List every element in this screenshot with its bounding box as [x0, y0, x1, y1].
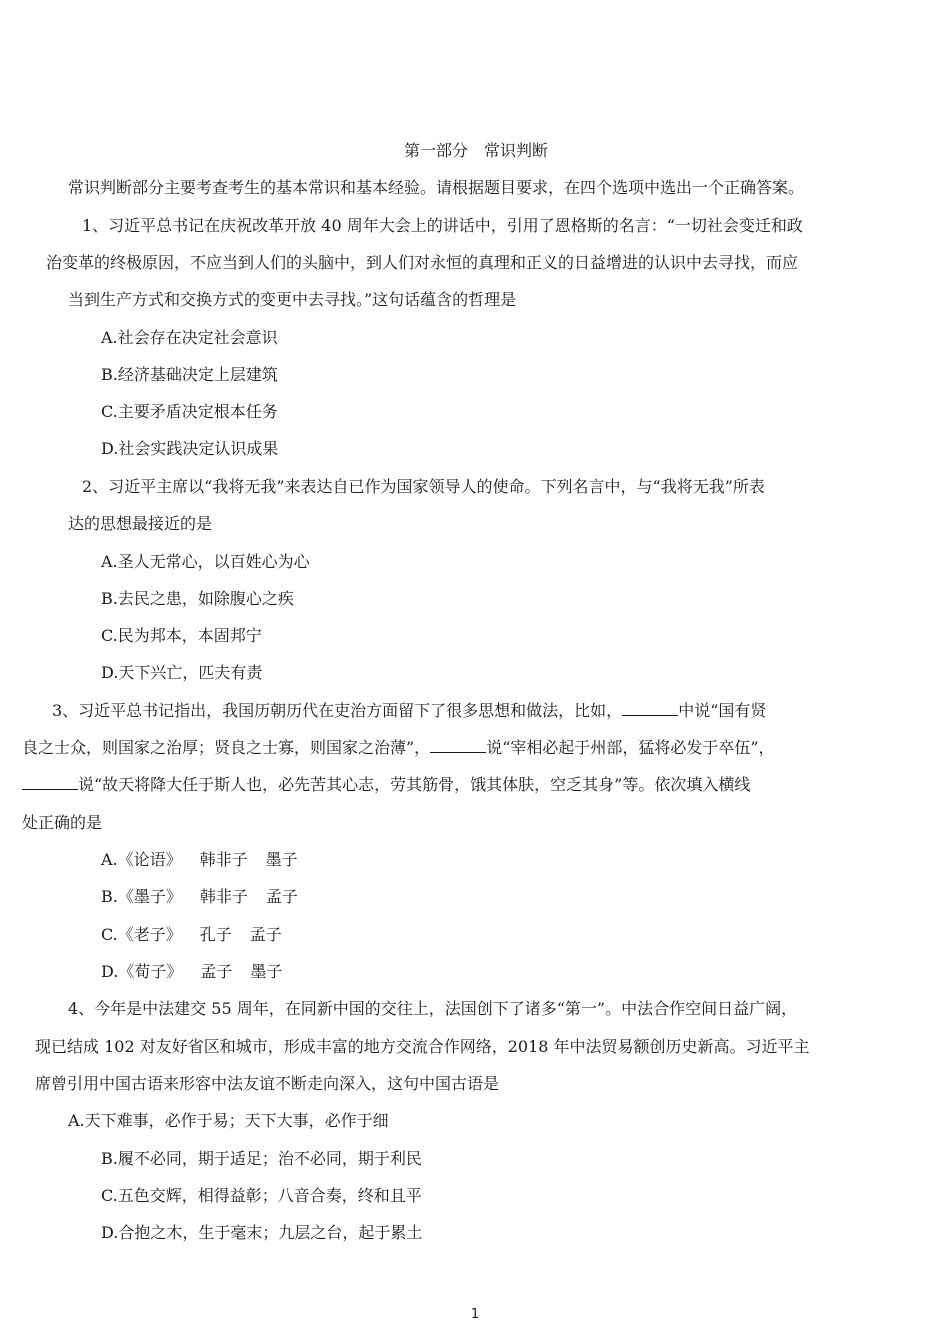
option-label: C.《老子》 — [101, 925, 182, 944]
option-part: 孟子 — [265, 887, 298, 906]
question-1-option-d: D.社会实践决定认识成果 — [101, 439, 279, 458]
question-2-option-d: D.天下兴亡，匹夫有责 — [101, 663, 263, 682]
option-label: A.《论语》 — [101, 850, 182, 869]
question-3-option-a — [101, 849, 298, 871]
option-part: 韩非子 — [199, 887, 248, 906]
question-3-option-c — [101, 924, 282, 946]
question-3-line-2 — [22, 737, 775, 759]
question-3-line-2-text-a: 良之士众，则国家之治厚；贤良之士寡，则国家之治薄”， — [22, 738, 431, 757]
question-4-line-3: 席曾引用中国古语来形容中法友谊不断走向深入，这句中国古语是 — [35, 1074, 500, 1093]
question-3-line-3-text: 说“故天将降大任于斯人也，必先苦其心志，劳其筋骨，饿其体肤，空乏其身”等。依次填入横线 — [78, 775, 751, 794]
option-part: 孔子 — [199, 925, 232, 944]
question-3-option-b — [101, 886, 298, 908]
option-part: 韩非子 — [199, 850, 248, 869]
option-label: D.《荀子》 — [101, 962, 183, 981]
question-2-line-1: 2、习近平主席以“我将无我”来表达自已作为国家领导人的使命。下列名言中，与“我将无我”所表 — [82, 477, 765, 496]
question-1-line-3: 当到生产方式和交换方式的变更中去寻找。”这句话蕴含的哲理是 — [68, 290, 517, 309]
question-4-option-a: A.天下难事，必作于易；天下大事，必作于细 — [68, 1111, 389, 1130]
question-3-line-1-text-a: 3、习近平总书记指出，我国历朝历代在吏治方面留下了很多思想和做法，比如， — [52, 701, 623, 720]
question-2-option-b: B.去民之患，如除腹心之疾 — [101, 589, 294, 608]
question-3-line-4: 处正确的是 — [22, 813, 103, 832]
answer-blank-3[interactable] — [22, 774, 78, 790]
question-2-option-a: A.圣人无常心，以百姓心为心 — [101, 552, 310, 571]
question-3-line-2-text-b: 说“宰相必起于州部，猛将必发于卒伍”， — [486, 738, 775, 757]
option-part: 墨子 — [250, 962, 283, 981]
answer-blank-2[interactable] — [430, 737, 486, 753]
question-1-line-2: 治变革的终极原因，不应当到人们的头脑中，到人们对永恒的真理和正义的日益增进的认识中去寻找，而应 — [46, 253, 799, 272]
question-4-option-b: B.履不必同，期于适足；治不必同，期于利民 — [101, 1149, 422, 1168]
question-1-option-a: A.社会存在决定社会意识 — [101, 328, 278, 347]
question-1-option-c: C.主要矛盾决定根本任务 — [101, 402, 278, 421]
question-3-line-3 — [22, 774, 750, 796]
question-1-line-1: 1、习近平总书记在庆祝改革开放 40 周年大会上的讲话中，引用了恩格斯的名言：“一切社会变迁和政 — [82, 216, 803, 235]
question-2-option-c: C.民为邦本，本固邦宁 — [101, 626, 262, 645]
answer-blank-1[interactable] — [622, 700, 678, 716]
question-1-option-b: B.经济基础决定上层建筑 — [101, 365, 278, 384]
question-4-option-d: D.合抱之木，生于毫末；九层之台，起于累土 — [101, 1223, 423, 1242]
option-part: 孟子 — [200, 962, 233, 981]
question-3-line-1 — [52, 700, 766, 722]
question-3-line-1-text-b: 中说“国有贤 — [678, 701, 767, 720]
option-part: 墨子 — [265, 850, 298, 869]
question-4-line-2: 现已结成 102 对友好省区和城市，形成丰富的地方交流合作网络，2018 年中法贸易额创历史新高。习近平主 — [35, 1037, 810, 1056]
option-part: 孟子 — [249, 925, 282, 944]
question-4-option-c: C.五色交辉，相得益彰；八音合奏，终和且平 — [101, 1186, 422, 1205]
question-2-line-2: 达的思想最接近的是 — [68, 514, 213, 533]
option-label: B.《墨子》 — [101, 887, 182, 906]
section-title: 第一部分 常识判断 — [404, 141, 549, 160]
question-4-line-1: 4、今年是中法建交 55 周年，在同新中国的交往上，法国创下了诸多“第一”。中法合作空间日益广阔， — [68, 999, 798, 1018]
question-3-option-d — [101, 961, 282, 983]
intro-text: 常识判断部分主要考查考生的基本常识和基本经验。请根据题目要求，在四个选项中选出一个正确答案。 — [68, 178, 805, 197]
page-number: 1 — [470, 1307, 480, 1322]
